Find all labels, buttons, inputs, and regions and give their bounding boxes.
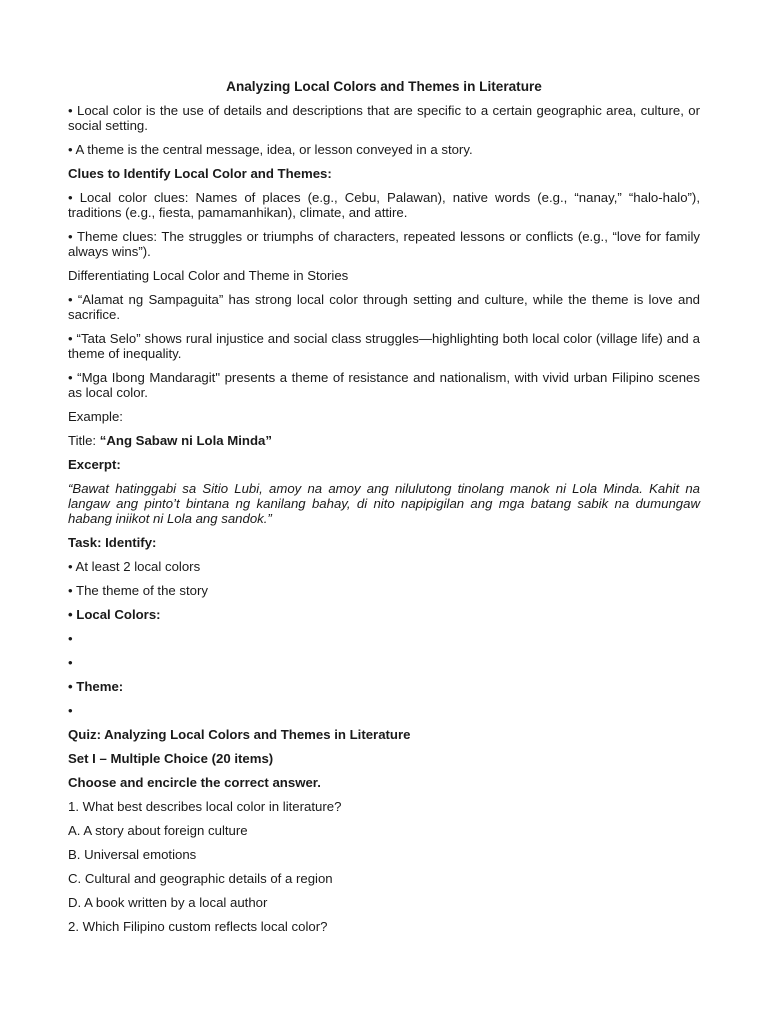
task-item-theme: • The theme of the story (68, 583, 208, 598)
page-title: Analyzing Local Colors and Themes in Literature (226, 79, 542, 94)
theme-blank: • (68, 703, 73, 718)
local-color-blank-2: • (68, 655, 73, 670)
question-2: 2. Which Filipino custom reflects local color? (68, 919, 328, 934)
diff-item-tata-selo: • “Tata Selo” shows rural injustice and social class struggles—highlighting both local color (village life) and a theme of inequality. (68, 331, 700, 361)
q1-option-d: D. A book written by a local author (68, 895, 268, 910)
quiz-title: Quiz: Analyzing Local Colors and Themes in Literature (68, 727, 411, 742)
intro-theme: • A theme is the central message, idea, or lesson conveyed in a story. (68, 142, 473, 157)
local-color-blank-1: • (68, 631, 73, 646)
excerpt-text: “Bawat hatinggabi sa Sitio Lubi, amoy na amoy ang nilulutong tinolang manok ni Lola Minda. Kahit na langaw ang pinto’t bintana ng kanilang bahay, di nito napipigilan ang mga batang sabik na dumungaw habang iniikot ni Lola ang sandok.” (68, 481, 700, 526)
theme-label: • Theme: (68, 679, 124, 694)
task-label: Task: Identify: (68, 535, 157, 550)
story-title-label: Title: (68, 433, 100, 448)
document-body (68, 79, 700, 943)
question-1: 1. What best describes local color in literature? (68, 799, 342, 814)
local-colors-label: • Local Colors: (68, 607, 161, 622)
intro-local-color: • Local color is the use of details and descriptions that are specific to a certain geographic area, culture, or social setting. (68, 103, 700, 133)
q1-option-b: B. Universal emotions (68, 847, 197, 862)
clue-theme: • Theme clues: The struggles or triumphs of characters, repeated lessons or conflicts (e.g., “love for family always wins”). (68, 229, 700, 259)
clue-local-color: • Local color clues: Names of places (e.g., Cebu, Palawan), native words (e.g., “nanay,” “halo-halo”), traditions (e.g., fiesta, pamamanhikan), climate, and attire. (68, 190, 700, 220)
story-title-line (68, 433, 700, 448)
excerpt-label: Excerpt: (68, 457, 121, 472)
diff-item-sampaguita: • “Alamat ng Sampaguita” has strong local color through setting and culture, while the theme is love and sacrifice. (68, 292, 700, 322)
task-item-local-colors: • At least 2 local colors (68, 559, 201, 574)
clues-heading: Clues to Identify Local Color and Themes: (68, 166, 332, 181)
story-title: “Ang Sabaw ni Lola Minda” (99, 433, 272, 448)
set-title: Set I – Multiple Choice (20 items) (68, 751, 274, 766)
differentiating-heading: Differentiating Local Color and Theme in Stories (68, 268, 349, 283)
diff-item-ibong-mandaragit: • “Mga Ibong Mandaragit" presents a theme of resistance and nationalism, with vivid urban Filipino scenes as local color. (68, 370, 700, 400)
quiz-instruction: Choose and encircle the correct answer. (68, 775, 321, 790)
q1-option-c: C. Cultural and geographic details of a region (68, 871, 333, 886)
q1-option-a: A. A story about foreign culture (68, 823, 248, 838)
example-label: Example: (68, 409, 123, 424)
